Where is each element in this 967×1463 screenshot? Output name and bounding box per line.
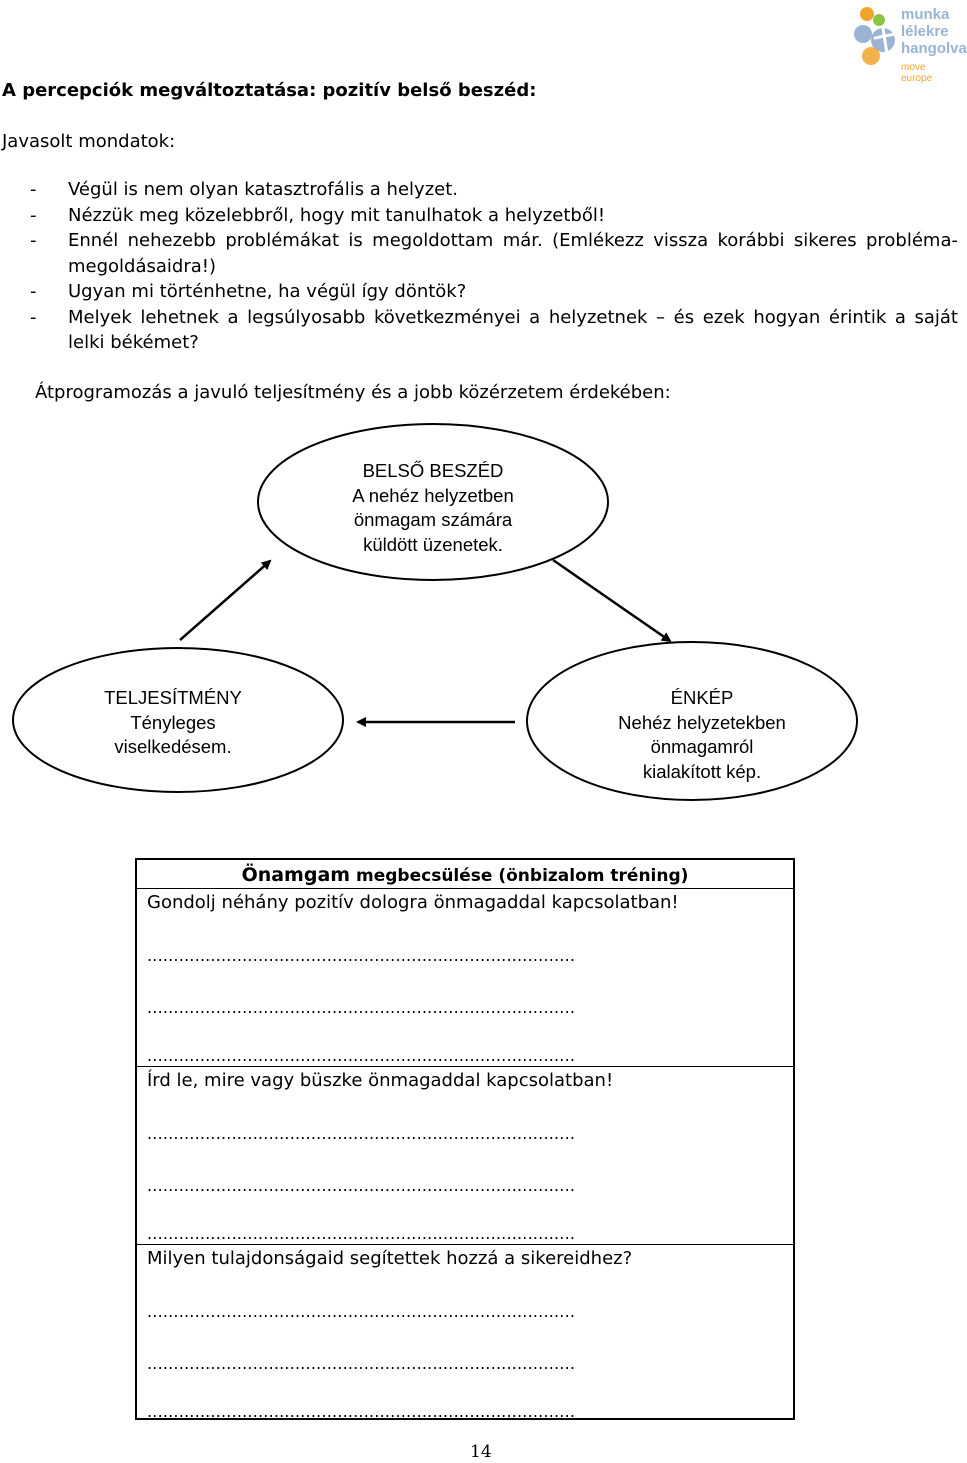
answer-line[interactable]: ................................................................................. [147,1402,576,1421]
list-item: - Ennél nehezebb problémákat is megoldottam már. (Emlékezz vissza korábbi sikeres probléma-megoldásaidra!) [30,228,958,279]
worksheet-section [137,888,793,1067]
list-item: - Ugyan mi történhetne, ha végül így döntök? [30,279,958,305]
performance-text [48,686,298,760]
logo-line: lélekre [901,23,949,40]
inner-speech-line: küldött üzenetek. [363,533,503,555]
self-image-text [567,686,837,784]
logo-subtitle: move europe [901,62,933,84]
answer-line[interactable]: ................................................................................. [147,1302,576,1321]
worksheet-question: Gondolj néhány pozitív dologra önmagaddal kapcsolatban! [147,892,679,913]
inner-speech-line: önmagam számára [353,509,513,530]
answer-line[interactable]: ................................................................................. [147,1354,576,1373]
page-number: 14 [470,1442,492,1462]
diagram-subheading: Átprogramozás a javuló teljesítmény és a jobb közérzetem érdekében: [35,382,671,403]
suggestion-list [30,177,958,356]
worksheet-section [137,1244,793,1420]
list-item: - Melyek lehetnek a legsúlyosabb következményei a helyzetnek – és ezek hogyan érintik a saját lelki békémet? [30,305,958,356]
worksheet-title-rest: megbecsülése (önbizalom tréning) [350,866,689,886]
self-image-line: kialakított kép. [642,760,762,782]
list-item: - Nézzük meg közelebbről, hogy mit tanulhatok a helyzetből! [30,203,958,229]
self-image-line: önmagamról [650,736,754,757]
inner-speech-text [283,459,583,557]
self-image-line: Nehéz helyzetekben [618,711,786,733]
answer-line[interactable]: ................................................................................. [147,1046,576,1065]
worksheet-title [137,864,793,886]
answer-line[interactable]: ................................................................................. [147,1176,576,1195]
answer-line[interactable]: ................................................................................. [147,998,576,1017]
performance-line: Tényleges [130,711,216,733]
answer-line[interactable]: ................................................................................. [147,1124,576,1143]
logo-line: hangolva [901,40,967,57]
worksheet-question: Milyen tulajdonságaid segítettek hozzá a sikereidhez? [147,1248,633,1269]
worksheet-question: Írd le, mire vagy büszke önmagaddal kapcsolatban! [147,1070,614,1091]
performance-title: TELJESÍTMÉNY [104,687,242,708]
page-heading: A percepciók megváltoztatása: pozitív belső beszéd: [2,80,537,101]
worksheet-title-row [137,860,793,889]
performance-line: viselkedésem. [114,736,232,757]
arrow-speech-to-self-image [553,560,670,641]
self-esteem-worksheet [135,858,795,1420]
inner-speech-title: BELSŐ BESZÉD [362,460,504,481]
worksheet-title-big: Önamgam [241,864,351,886]
answer-line[interactable]: ................................................................................. [147,946,576,965]
logo-figure-icon [853,4,901,74]
logo-line: munka [901,6,950,23]
self-image-title: ÉNKÉP [670,687,734,708]
list-item: - Végül is nem olyan katasztrofális a helyzet. [30,177,958,203]
inner-speech-line: A nehéz helyzetben [352,484,514,506]
answer-line[interactable]: ................................................................................. [147,1224,576,1243]
logo-text [901,6,967,57]
arrow-performance-to-speech [180,561,270,640]
logo [853,4,967,84]
intro-text: Javasolt mondatok: [2,131,176,152]
worksheet-section [137,1066,793,1245]
